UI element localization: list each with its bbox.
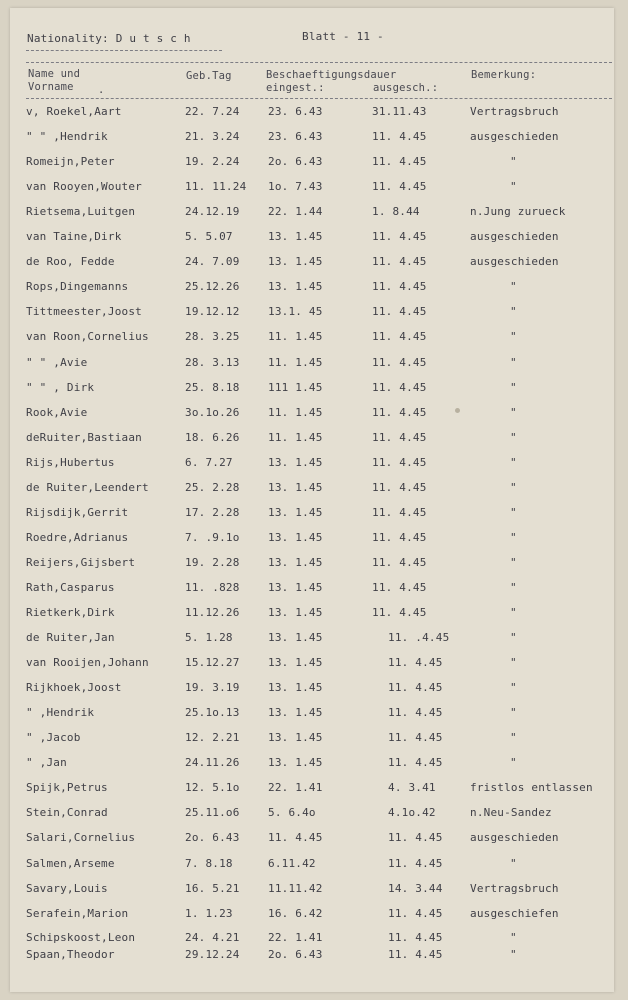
table-row xyxy=(0,431,628,447)
name-cell: " " , Dirk xyxy=(26,380,95,394)
col-header-name-line2: Vorname xyxy=(28,81,74,93)
start-date-cell: 13. 1.45 xyxy=(268,230,323,244)
name-cell: " " ,Avie xyxy=(26,355,88,369)
remark-cell: " xyxy=(510,455,517,469)
table-row xyxy=(0,406,628,422)
name-cell: Schipskoost,Leon xyxy=(26,931,136,944)
start-date-cell: 13. 1.45 xyxy=(268,631,323,645)
name-cell: Rops,Dingemanns xyxy=(26,280,129,294)
remark-cell: " xyxy=(510,380,517,394)
end-date-cell: 4.1o.42 xyxy=(388,806,436,820)
end-date-cell: 11. 4.45 xyxy=(372,255,427,269)
table-row xyxy=(0,280,628,296)
name-cell: van Rooyen,Wouter xyxy=(26,180,142,194)
start-date-cell: 13. 1.45 xyxy=(268,555,323,569)
col-header-name-line1: Name und xyxy=(28,68,81,80)
table-row xyxy=(0,506,628,522)
remark-cell: " xyxy=(510,505,517,519)
remark-cell: " xyxy=(510,931,517,944)
table-row xyxy=(0,907,628,923)
table-row xyxy=(0,781,628,797)
birthdate-cell: 15.12.27 xyxy=(185,656,240,670)
birthdate-cell: 24. 4.21 xyxy=(185,931,240,944)
start-date-cell: 2o. 6.43 xyxy=(268,948,323,961)
remark-cell: " xyxy=(510,480,517,494)
name-cell: Tittmeester,Joost xyxy=(26,305,142,319)
end-date-cell: 11. 4.45 xyxy=(372,480,427,494)
birthdate-cell: 17. 2.28 xyxy=(185,505,240,519)
remark-cell: " xyxy=(510,305,517,319)
table-row xyxy=(0,681,628,697)
name-cell: " " ,Hendrik xyxy=(26,130,108,144)
name-cell: Romeijn,Peter xyxy=(26,155,115,169)
birthdate-cell: 21. 3.24 xyxy=(185,130,240,144)
start-date-cell: 11.11.42 xyxy=(268,881,323,895)
remark-cell: " xyxy=(510,948,517,961)
birthdate-cell: 11. 11.24 xyxy=(185,180,247,194)
start-date-cell: 13. 1.45 xyxy=(268,731,323,745)
name-cell: van Roon,Cornelius xyxy=(26,330,149,344)
remark-cell: ausgeschieden xyxy=(470,130,559,144)
birthdate-cell: 3o.1o.26 xyxy=(185,405,240,419)
start-date-cell: 11. 4.45 xyxy=(268,831,323,845)
table-row xyxy=(0,130,628,146)
table-row xyxy=(0,731,628,747)
start-date-cell: 16. 6.42 xyxy=(268,906,323,920)
end-date-cell: 11. 4.45 xyxy=(388,706,443,720)
start-date-cell: 13. 1.45 xyxy=(268,480,323,494)
table-header-rule xyxy=(26,98,612,99)
start-date-cell: 22. 1.41 xyxy=(268,781,323,795)
name-cell: de Ruiter,Jan xyxy=(26,631,115,645)
start-date-cell: 23. 6.43 xyxy=(268,105,323,118)
end-date-cell: 11. 4.45 xyxy=(372,155,427,169)
remark-cell: " xyxy=(510,756,517,770)
table-row xyxy=(0,255,628,271)
birthdate-cell: 25.11.o6 xyxy=(185,806,240,820)
end-date-cell: 11. 4.45 xyxy=(388,681,443,695)
col-header-bemerkung: Bemerkung: xyxy=(471,69,537,81)
birthdate-cell: 28. 3.25 xyxy=(185,330,240,344)
remark-cell: " xyxy=(510,405,517,419)
end-date-cell: 11. 4.45 xyxy=(372,530,427,544)
end-date-cell: 11. 4.45 xyxy=(372,330,427,344)
remark-cell: " xyxy=(510,180,517,194)
start-date-cell: 13. 1.45 xyxy=(268,756,323,770)
remark-cell: Vertragsbruch xyxy=(470,105,559,118)
paper-speck xyxy=(455,408,460,413)
remark-cell: " xyxy=(510,606,517,619)
col-header-eingestellt: eingest.: xyxy=(266,82,325,94)
birthdate-cell: 19.12.12 xyxy=(185,305,240,319)
name-cell: Spaan,Theodor xyxy=(26,948,115,961)
col-header-ausgeschieden: ausgesch.: xyxy=(373,82,439,94)
table-row xyxy=(0,356,628,372)
name-cell: Roedre,Adrianus xyxy=(26,530,129,544)
name-cell: " ,Jan xyxy=(26,756,67,770)
end-date-cell: 11. 4.45 xyxy=(372,606,427,619)
table-row xyxy=(0,481,628,497)
birthdate-cell: 19. 2.28 xyxy=(185,555,240,569)
table-row xyxy=(0,631,628,647)
start-date-cell: 5. 6.4o xyxy=(268,806,316,820)
birthdate-cell: 16. 5.21 xyxy=(185,881,240,895)
end-date-cell: 11. 4.45 xyxy=(372,305,427,319)
remark-cell: " xyxy=(510,631,517,645)
name-cell: Salari,Cornelius xyxy=(26,831,136,845)
name-cell: Salmen,Arseme xyxy=(26,856,115,870)
birthdate-cell: 19. 3.19 xyxy=(185,681,240,695)
birthdate-cell: 24.12.19 xyxy=(185,205,240,219)
start-date-cell: 13. 1.45 xyxy=(268,280,323,294)
table-row xyxy=(0,381,628,397)
name-cell: Rijkhoek,Joost xyxy=(26,681,122,695)
birthdate-cell: 1. 1.23 xyxy=(185,906,233,920)
start-date-cell: 13. 1.45 xyxy=(268,681,323,695)
birthdate-cell: 24.11.26 xyxy=(185,756,240,770)
name-cell: Reijers,Gijsbert xyxy=(26,555,136,569)
start-date-cell: 11. 1.45 xyxy=(268,430,323,444)
start-date-cell: 13. 1.45 xyxy=(268,455,323,469)
end-date-cell: 14. 3.44 xyxy=(388,881,443,895)
table-row xyxy=(0,155,628,171)
start-date-cell: 13. 1.45 xyxy=(268,580,323,594)
birthdate-cell: 7. 8.18 xyxy=(185,856,233,870)
heading-underline xyxy=(26,50,222,51)
end-date-cell: 11. 4.45 xyxy=(372,130,427,144)
start-date-cell: 2o. 6.43 xyxy=(268,155,323,169)
birthdate-cell: 5. 5.07 xyxy=(185,230,233,244)
header-dot: . xyxy=(98,84,105,96)
table-row xyxy=(0,581,628,597)
birthdate-cell: 29.12.24 xyxy=(185,948,240,961)
name-cell: Rietkerk,Dirk xyxy=(26,606,115,619)
table-row xyxy=(0,948,628,964)
end-date-cell: 11. 4.45 xyxy=(388,656,443,670)
name-cell: Rijs,Hubertus xyxy=(26,455,115,469)
table-row xyxy=(0,205,628,221)
start-date-cell: 11. 1.45 xyxy=(268,330,323,344)
table-row xyxy=(0,556,628,572)
remark-cell: ausgeschieden xyxy=(470,230,559,244)
name-cell: Stein,Conrad xyxy=(26,806,108,820)
end-date-cell: 11. 4.45 xyxy=(372,355,427,369)
start-date-cell: 11. 1.45 xyxy=(268,405,323,419)
table-row xyxy=(0,656,628,672)
start-date-cell: 13. 1.45 xyxy=(268,656,323,670)
birthdate-cell: 11. .828 xyxy=(185,580,240,594)
name-cell: Spijk,Petrus xyxy=(26,781,108,795)
start-date-cell: 13. 1.45 xyxy=(268,505,323,519)
remark-cell: Vertragsbruch xyxy=(470,881,559,895)
end-date-cell: 11. 4.45 xyxy=(388,906,443,920)
table-row xyxy=(0,330,628,346)
start-date-cell: 13. 1.45 xyxy=(268,255,323,269)
end-date-cell: 11. 4.45 xyxy=(372,180,427,194)
remark-cell: ausgeschiefen xyxy=(470,906,559,920)
start-date-cell: 1o. 7.43 xyxy=(268,180,323,194)
remark-cell: " xyxy=(510,555,517,569)
name-cell: " ,Jacob xyxy=(26,731,81,745)
birthdate-cell: 12. 5.1o xyxy=(185,781,240,795)
name-cell: de Roo, Fedde xyxy=(26,255,115,269)
name-cell: van Taine,Dirk xyxy=(26,230,122,244)
remark-cell: " xyxy=(510,530,517,544)
birthdate-cell: 12. 2.21 xyxy=(185,731,240,745)
start-date-cell: 22. 1.41 xyxy=(268,931,323,944)
birthdate-cell: 7. .9.1o xyxy=(185,530,240,544)
start-date-cell: 22. 1.44 xyxy=(268,205,323,219)
end-date-cell: 11. 4.45 xyxy=(388,731,443,745)
birthdate-cell: 24. 7.09 xyxy=(185,255,240,269)
start-date-cell: 6.11.42 xyxy=(268,856,316,870)
end-date-cell: 4. 3.41 xyxy=(388,781,436,795)
birthdate-cell: 25.1o.13 xyxy=(185,706,240,720)
end-date-cell: 11. 4.45 xyxy=(388,756,443,770)
name-cell: Rijsdijk,Gerrit xyxy=(26,505,129,519)
remark-cell: ausgeschieden xyxy=(470,255,559,269)
col-header-beschaeftigung: Beschaeftigungsdauer xyxy=(266,69,397,81)
birthdate-cell: 2o. 6.43 xyxy=(185,831,240,845)
table-row xyxy=(0,305,628,321)
end-date-cell: 11. 4.45 xyxy=(372,455,427,469)
remark-cell: " xyxy=(510,681,517,695)
table-row xyxy=(0,456,628,472)
remark-cell: " xyxy=(510,280,517,294)
start-date-cell: 13. 1.45 xyxy=(268,706,323,720)
name-cell: Serafein,Marion xyxy=(26,906,129,920)
remark-cell: " xyxy=(510,580,517,594)
end-date-cell: 11. 4.45 xyxy=(372,380,427,394)
birthdate-cell: 18. 6.26 xyxy=(185,430,240,444)
start-date-cell: 13.1. 45 xyxy=(268,305,323,319)
end-date-cell: 31.11.43 xyxy=(372,105,427,118)
end-date-cell: 11. 4.45 xyxy=(372,280,427,294)
birthdate-cell: 22. 7.24 xyxy=(185,105,240,118)
birthdate-cell: 6. 7.27 xyxy=(185,455,233,469)
end-date-cell: 11. 4.45 xyxy=(372,505,427,519)
start-date-cell: 111 1.45 xyxy=(268,380,323,394)
name-cell: " ,Hendrik xyxy=(26,706,95,720)
col-header-geb-tag: Geb.Tag xyxy=(186,70,232,82)
birthdate-cell: 25. 8.18 xyxy=(185,380,240,394)
start-date-cell: 13. 1.45 xyxy=(268,606,323,619)
name-cell: Rath,Casparus xyxy=(26,580,115,594)
birthdate-cell: 5. 1.28 xyxy=(185,631,233,645)
table-row xyxy=(0,105,628,121)
remark-cell: fristlos entlassen xyxy=(470,781,593,795)
remark-cell: " xyxy=(510,656,517,670)
remark-cell: ausgeschieden xyxy=(470,831,559,845)
remark-cell: " xyxy=(510,355,517,369)
remark-cell: " xyxy=(510,155,517,169)
end-date-cell: 11. 4.45 xyxy=(388,856,443,870)
sheet-number: Blatt - 11 - xyxy=(302,30,384,43)
remark-cell: " xyxy=(510,330,517,344)
remark-cell: " xyxy=(510,731,517,745)
end-date-cell: 11. 4.45 xyxy=(388,948,443,961)
end-date-cell: 11. 4.45 xyxy=(388,931,443,944)
table-row xyxy=(0,180,628,196)
end-date-cell: 11. 4.45 xyxy=(388,831,443,845)
remark-cell: n.Jung zurueck xyxy=(470,205,566,219)
table-row xyxy=(0,756,628,772)
remark-cell: " xyxy=(510,430,517,444)
birthdate-cell: 25.12.26 xyxy=(185,280,240,294)
table-row xyxy=(0,230,628,246)
end-date-cell: 11. 4.45 xyxy=(372,230,427,244)
remark-cell: " xyxy=(510,856,517,870)
table-row xyxy=(0,831,628,847)
table-row xyxy=(0,606,628,622)
end-date-cell: 11. .4.45 xyxy=(388,631,450,645)
name-cell: van Rooijen,Johann xyxy=(26,656,149,670)
name-cell: Rook,Avie xyxy=(26,405,88,419)
table-row xyxy=(0,806,628,822)
name-cell: Rietsema,Luitgen xyxy=(26,205,136,219)
table-row xyxy=(0,706,628,722)
birthdate-cell: 19. 2.24 xyxy=(185,155,240,169)
name-cell: v, Roekel,Aart xyxy=(26,105,122,118)
remark-cell: n.Neu-Sandez xyxy=(470,806,552,820)
end-date-cell: 1. 8.44 xyxy=(372,205,420,219)
start-date-cell: 11. 1.45 xyxy=(268,355,323,369)
table-row xyxy=(0,531,628,547)
end-date-cell: 11. 4.45 xyxy=(372,580,427,594)
start-date-cell: 13. 1.45 xyxy=(268,530,323,544)
end-date-cell: 11. 4.45 xyxy=(372,430,427,444)
name-cell: Savary,Louis xyxy=(26,881,108,895)
birthdate-cell: 28. 3.13 xyxy=(185,355,240,369)
table-row xyxy=(0,857,628,873)
birthdate-cell: 11.12.26 xyxy=(185,606,240,619)
end-date-cell: 11. 4.45 xyxy=(372,405,427,419)
start-date-cell: 23. 6.43 xyxy=(268,130,323,144)
nationality-heading: Nationality: D u t s c h xyxy=(27,32,191,45)
table-row xyxy=(0,882,628,898)
end-date-cell: 11. 4.45 xyxy=(372,555,427,569)
table-row xyxy=(0,931,628,947)
name-cell: deRuiter,Bastiaan xyxy=(26,430,142,444)
name-cell: de Ruiter,Leendert xyxy=(26,480,149,494)
remark-cell: " xyxy=(510,706,517,720)
table-top-rule xyxy=(26,62,612,63)
birthdate-cell: 25. 2.28 xyxy=(185,480,240,494)
